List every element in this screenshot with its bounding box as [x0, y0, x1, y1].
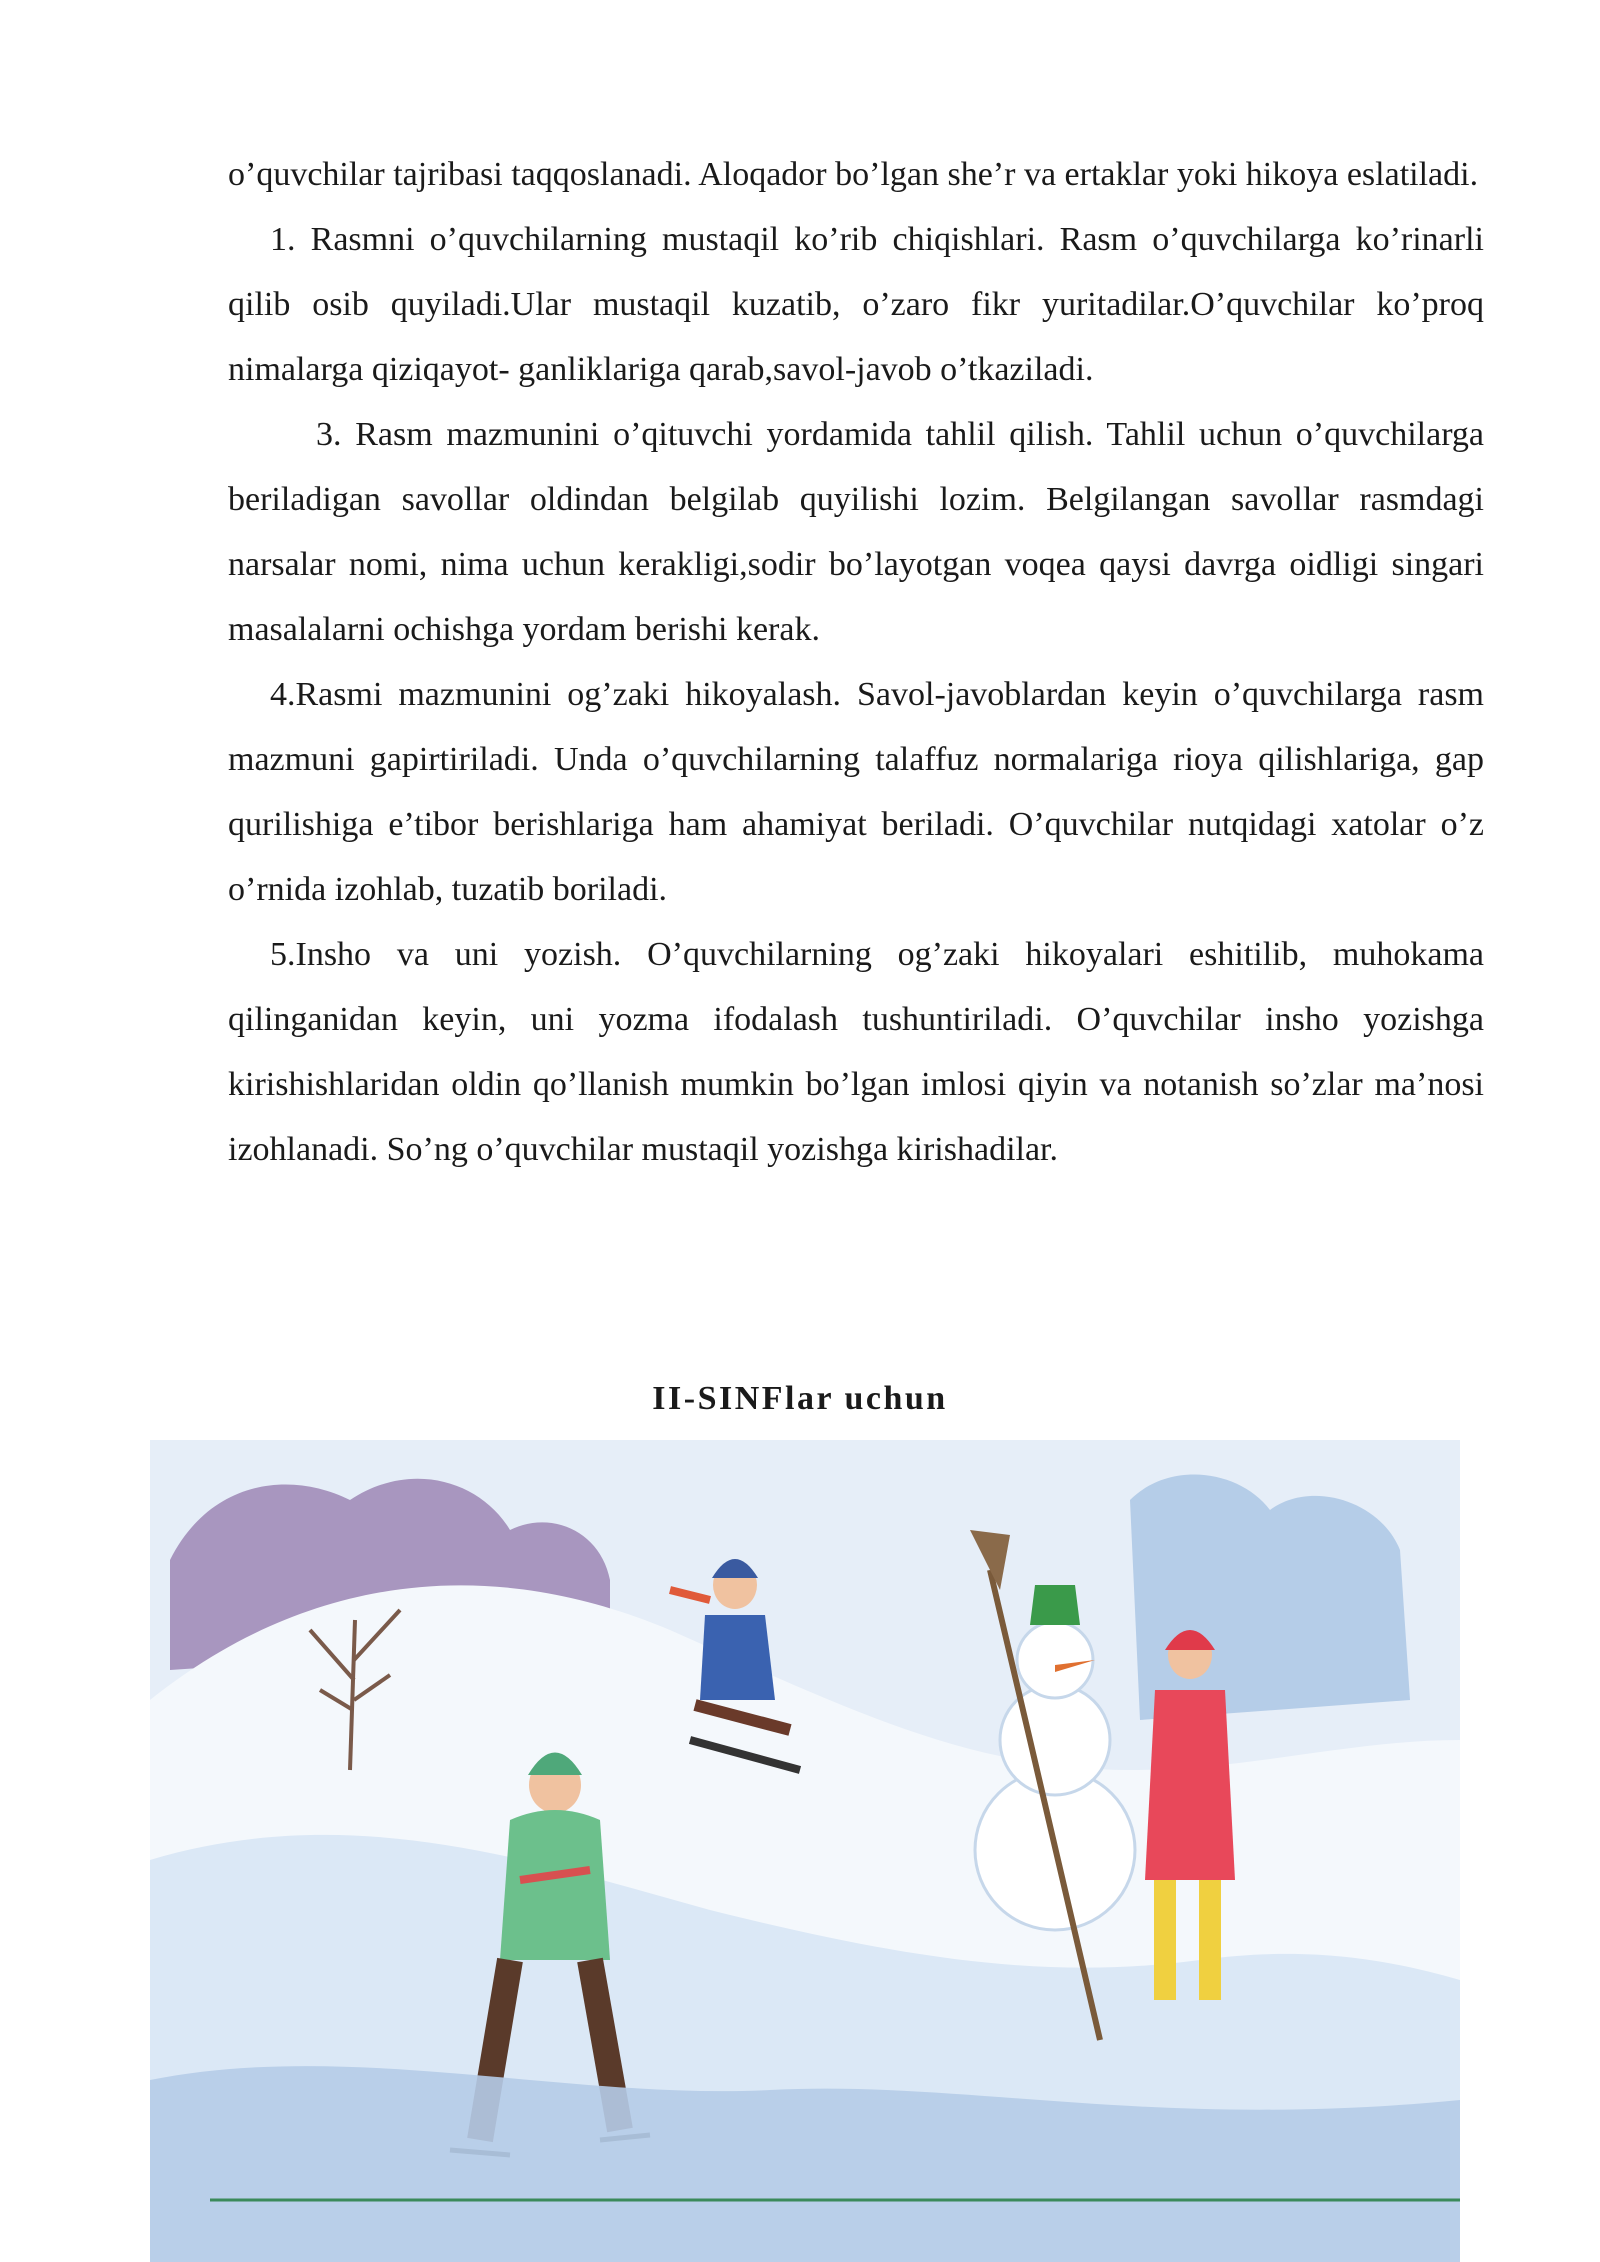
body-text [228, 142, 1484, 1182]
paragraph-step-3: 3. Rasm mazmunini o’qituvchi yordamida tahlil qilish. Tahlil uchun o’quvchilarga beriladigan savollar oldindan belgilab quyilishi lozim. Belgilangan savollar rasmdagi narsalar nomi, nima uchun kerakligi,sodir bo’layotgan voqea qaysi davrga oidligi singari masalalarni ochishga yordam berishi kerak. [228, 416, 1484, 648]
section-heading: II-SINFlar uchun [652, 1380, 948, 1417]
paragraph-step-5: 5.Insho va uni yozish. O’quvchilarning og’zaki hikoyalari eshitilib, muhokama qilinganidan keyin, uni yozma ifodalash tushuntiriladi. O’quvchilar insho yozishga kirishishlaridan oldin qo’llanish mumkin bo’lgan imlosi qiyin va notanish so’zlar ma’nosi izohlanadi. So’ng o’quvchilar mustaqil yozishga kirishadilar. [228, 936, 1484, 1168]
winter-scene-picture [150, 1440, 1460, 2262]
paragraph-step-1: 1. Rasmni o’quvchilarning mustaqil ko’rib chiqishlari. Rasm o’quvchilarga ko’rinarli qilib osib quyiladi.Ular mustaqil kuzatib, o’zaro fikr yuritadilar.O’quvchilar ko’proq nimalarga qiziqayot- ganliklariga qarab,savol-javob o’tkaziladi. [228, 221, 1484, 388]
paragraph-step-4: 4.Rasmi mazmunini og’zaki hikoyalash. Savol-javoblardan keyin o’quvchilarga rasm mazmuni gapirtiriladi. Unda o’quvchilarning talaffuz normalariga rioya qilishlariga, gap qurilishiga e’tibor berishlariga ham ahamiyat beriladi. O’quvchilar nutqidagi xatolar o’z o’rnida izohlab, tuzatib boriladi. [228, 676, 1484, 908]
winter-illustration [150, 1440, 1460, 2262]
paragraph-intro: o’quvchilar tajribasi taqqoslanadi. Aloqador bo’lgan she’r va ertaklar yoki hikoya eslatiladi. [228, 156, 1479, 193]
